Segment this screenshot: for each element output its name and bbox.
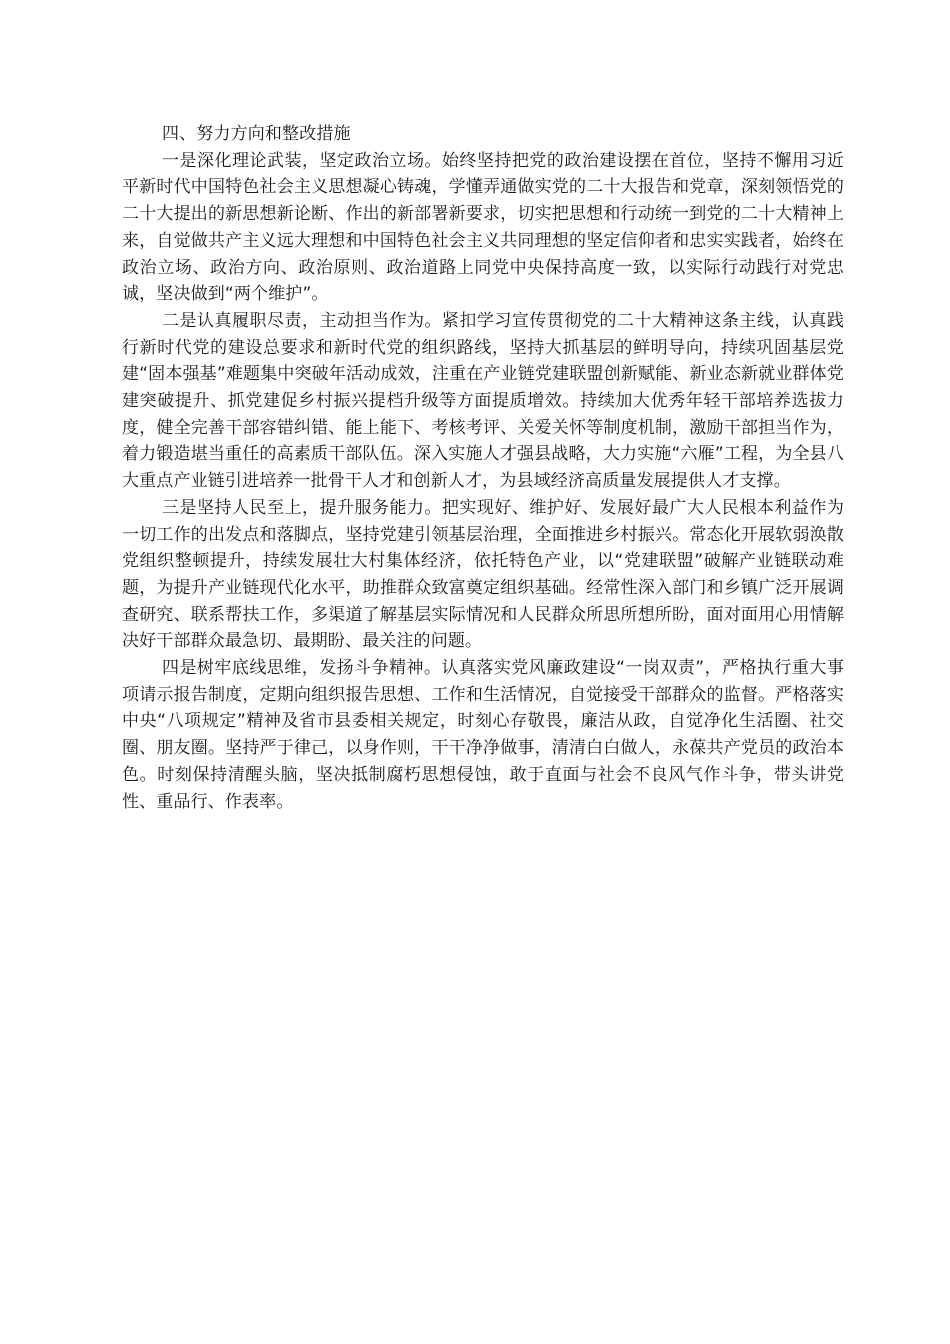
section-heading: 四、努力方向和整改措施 xyxy=(162,124,351,144)
paragraph-1: 一是深化理论武装，坚定政治立场。始终坚持把党的政治建设摆在首位，坚持不懈用习近平新时代中国特色社会主义思想凝心铸魂，学懂弄通做实党的二十大报告和党章，深刻领悟党的二十大提出的新思想新论断、作出的新部署新要求，切实把思想和行动统一到党的二十大精神上来，自觉做共产主义远大理想和中国特色社会主义共同理想的坚定信仰者和忠实实践者，始终在政治立场、政治方向、政治原则、政治道路上同党中央保持高度一致，以实际行动践行对党忠诚，坚决做到“两个维护”。 xyxy=(122,150,844,305)
paragraph-4: 四是树牢底线思维，发扬斗争精神。认真落实党风廉政建设“一岗双责”，严格执行重大事项请示报告制度，定期向组织报告思想、工作和生活情况，自觉接受干部群众的监督。严格落实中央“八项规定”精神及省市县委相关规定，时刻心存敬畏，廉洁从政，自觉净化生活圈、社交圈、朋友圈。坚持严于律己，以身作则，干干净净做事，清清白白做人，永葆共产党员的政治本色。时刻保持清醒头脑，坚决抵制腐朽思想侵蚀，敢于直面与社会不良风气作斗争，带头讲党性、重品行、作表率。 xyxy=(122,658,844,812)
paragraph-2: 二是认真履职尽责，主动担当作为。紧扣学习宣传贯彻党的二十大精神这条主线，认真践行新时代党的建设总要求和新时代党的组织路线，坚持大抓基层的鲜明导向，持续巩固基层党建“固本强基”难题集中突破年活动成效，注重在产业链党建联盟创新赋能、新业态新就业群体党建突破提升、抓党建促乡村振兴提档升级等方面提质增效。持续加大优秀年轻干部培养选拔力度，健全完善干部容错纠错、能上能下、考核考评、关爱关怀等制度机制，激励干部担当作为，着力锻造堪当重任的高素质干部队伍。深入实施人才强县战略，大力实施“六雁”工程，为全县八大重点产业链引进培养一批骨干人才和创新人才，为县域经济高质量发展提供人才支撑。 xyxy=(122,310,844,492)
document-body xyxy=(122,121,844,815)
paragraph-3: 三是坚持人民至上，提升服务能力。把实现好、维护好、发展好最广大人民根本利益作为一切工作的出发点和落脚点，坚持党建引领基层治理，全面推进乡村振兴。常态化开展软弱涣散党组织整顿提升，持续发展壮大村集体经济，依托特色产业，以“党建联盟”破解产业链联动难题，为提升产业链现代化水平，助推群众致富奠定组织基础。经常性深入部门和乡镇广泛开展调查研究、联系帮扶工作，多渠道了解基层实际情况和人民群众所思所想所盼，面对面用心用情解决好干部群众最急切、最期盼、最关注的问题。 xyxy=(122,497,844,652)
